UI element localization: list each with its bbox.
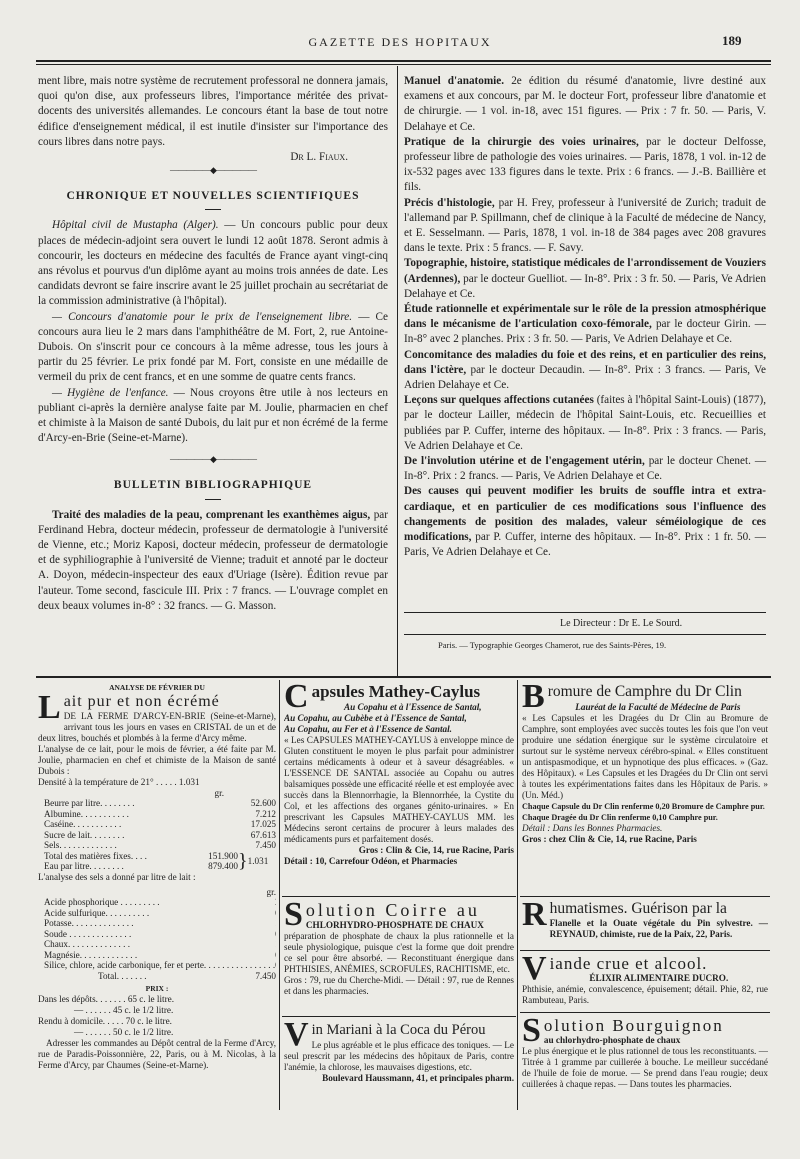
- row-value: [275, 960, 276, 971]
- book-text: (faites à l'hôpital Saint-Louis) (1877), par le docteur Lailler, médecin de l'hôpital Saint-Louis, etc. Recueillies et publiées par P. Cuffer, interne des hôpitaux. — In-8°. Prix : 3 francs. — Paris, Ve Adrien Delahaye et Ce.: [404, 394, 766, 452]
- table-row: [38, 851, 238, 862]
- table-row: [38, 798, 276, 809]
- ad-text: Flanelle et la Ouate végétale du Pin sylvestre. — REYNAUD, chimiste, rue de la Paix, 22, Paris.: [549, 918, 768, 939]
- row-label: Sels. . . . . . . . . . . . .: [44, 840, 117, 850]
- density-line: Densité à la température de 21° . . . . . 1.031: [38, 777, 200, 787]
- ad-text: Le plus agréable et le plus efficace des toniques. — Le seul prescrit par les médecins des hôpitaux de Paris, contre l'anémie, la chlorose, les mauvaises digestions, etc.: [284, 1040, 514, 1072]
- ad-gros: Gros : chez Clin & Cie, 14, rue Racine, Paris: [522, 834, 697, 844]
- book-entry: [404, 484, 766, 560]
- ad-subtitle: Lauréat de la Faculté de Médecine de Paris: [575, 702, 741, 712]
- row-value: 7.450: [255, 840, 276, 850]
- table-row: [38, 960, 276, 971]
- book-entry: [404, 302, 766, 348]
- row-value: [275, 908, 276, 919]
- column-divider: [397, 66, 398, 676]
- ad-mathey-caylus: [284, 682, 514, 890]
- ad-text: préparation de phosphate de chaux la plus rationnelle et la seule physiologique, puisque c'est la forme que doit prendre ce sel pour être absorbé. — Reconstituant énergique dans PHTHISIES, ANÉMIES, SCROFULES, RACHITISME, etc.: [284, 931, 514, 974]
- table-row: [38, 950, 276, 961]
- book-title: De l'involution utérine et de l'engagement utérin,: [404, 455, 645, 468]
- news-text: — Nous croyons être utile à nos lecteurs en publiant ci-après la dernière analyse faite par M. Joulie, pharmacien en chef et chimiste à la Maison de santé Dubois, du lait pur et non écrémé de la ferme d'Arcy-en-Brie (Seine-et-Marne).: [38, 386, 388, 445]
- table-row: [38, 929, 276, 940]
- ad-solution-coirre: [284, 900, 514, 1012]
- row-value: 879.400: [208, 861, 238, 871]
- book-entry: [404, 74, 766, 135]
- ad-title: olution Coirre au: [305, 900, 480, 920]
- book-title: Concomitance des maladies du foie et des reins, et en particulier des reins, dans l'ictère,: [404, 348, 766, 376]
- row-value: [275, 918, 276, 929]
- news-title: — Hygiène de l'enfance.: [52, 386, 169, 399]
- row-value: 151.900: [208, 850, 238, 861]
- book-entry: [404, 196, 766, 257]
- ad-text: « Les Capsules et les Dragées du Dr Clin au Bromure de Camphre, sont employées avec succès toutes les fois que l'on veut produire une sédation énergique sur le système circulatoire et surtout sur le système nerveux cérébro-spinal. « Elles constituent un antispasmodique, et un hypnotique des plus efficaces. » (Gaz. des Hôpitaux). « Les Capsules et les Dragées du Dr Clin ont servi à toutes les expérimentations faites dans les Hôpitaux de Paris. » (Un. Méd.): [522, 713, 768, 800]
- right-column: [404, 74, 766, 561]
- drop-cap: S: [522, 1016, 541, 1049]
- intro-paragraph: ment libre, mais notre système de recrutement professoral ne donnera jamais, quoi qu'on dise, aux professeurs libres, l'importance méritée des privat-docents des universités allemandes. Le concours étant la base de tout notre édifice d'enseignement médical, il est inutile d'insister sur l'importance des cours libres dans notre pays.: [38, 75, 388, 148]
- ad-subtitle: ÉLIXIR ALIMENTAIRE DUCRO.: [589, 973, 729, 983]
- ad-rhumatismes: [522, 900, 768, 948]
- ad-column-divider: [517, 680, 518, 1110]
- ads-top-rule: [36, 676, 771, 678]
- ad-lait: [38, 682, 276, 1122]
- totals-block: [38, 851, 276, 872]
- ad-text: Phthisie, anémie, convalescence, épuisement; détail. Phie, 82, rue Rambuteau, Paris.: [522, 984, 768, 1005]
- ad-rule: [282, 896, 516, 897]
- prix-heading: PRIX :: [145, 984, 169, 993]
- news-item: [38, 386, 388, 447]
- dose-line: Chaque Capsule du Dr Clin renferme 0,20 Bromure de Camphre pur.: [522, 802, 765, 811]
- drop-cap: L: [38, 689, 61, 726]
- news-item: [38, 218, 388, 309]
- book-text: par le docteur Decaudin. — In-8°. Prix : 3 francs. — Paris, Ve Adrien Delahaye et Ce.: [404, 363, 766, 392]
- ad-detail: Détail : 10, Carrefour Odéon, et Pharmacies: [284, 856, 458, 866]
- printer-rule: [404, 634, 766, 635]
- ad-subtitle: DE LA FERME D'ARCY-EN-BRIE (Seine-et-Marne), arrivant tous les jours en vases en CRISTAL de un et de deux litres, bouchés et plombés à la ferme d'Arcy même.: [38, 711, 276, 743]
- drop-cap: V: [284, 1020, 309, 1053]
- row-label: Chaux. . . . . . . . . . . . . .: [44, 939, 131, 949]
- ad-column-divider: [279, 680, 280, 1110]
- ad-bromure-camphre: [522, 682, 768, 894]
- book-entry: [404, 135, 766, 196]
- short-divider: [205, 209, 221, 210]
- row-value: 52.600: [250, 798, 276, 808]
- ad-subtitle: CHLORHYDRO-PHOSPHATE DE CHAUX: [305, 920, 484, 930]
- section-heading-bulletin: BULLETIN BIBLIOGRAPHIQUE: [113, 479, 313, 492]
- row-label: Silice, chlore, acide carbonique, fer et perte. . . . . . . . . . . . . . . .: [44, 960, 276, 970]
- ad-kicker: ANALYSE DE FÉVRIER DU: [109, 683, 205, 692]
- book-text: par le docteur Guelliot. — In-8°. Prix : 3 fr. 50. — Paris, Ve Adrien Delahaye et Ce.: [404, 272, 766, 300]
- ad-viande-crue: [522, 954, 768, 1010]
- row-value: 67.613: [250, 829, 276, 840]
- density-table: [38, 777, 276, 798]
- book-title: Étude rationnelle et expérimentale sur le rôle de la pression atmosphérique dans le mécanisme de l'articulation coxo-fémorale,: [404, 303, 766, 331]
- book-text: 2e édition du résumé d'anatomie, livre destiné aux examens et aux concours, par M. le docteur Fort, professeur libre d'anatomie et de chirurgie. — 1 vol. in-18, avec 151 figures. — Prix : 7 fr. 50. — Paris, V. Delahaye et Ce.: [404, 75, 766, 133]
- totals-table: [38, 851, 238, 872]
- book-text: par P. Cuffer, interne des hôpitaux. — In-8°. Prix : 1 fr. 50. — Paris, Ve Adrien Delahaye et Ce.: [404, 531, 766, 559]
- book-entry: [38, 508, 388, 614]
- book-entry: [404, 348, 766, 394]
- book-title: Manuel d'anatomie.: [404, 75, 505, 87]
- book-text: par Ferdinand Hebra, docteur médecin, professeur de dermatologie à l'université de Vienne, etc.; Moriz Kaposi, docteur médecin, professeur de dermatologie et de syphiliographie à l'université de Vienne; traduit et annoté par le docteur A. Doyon, médecin-inspecteur des eaux d'Uriage (Isère). Édition revue par l'auteur. Tome second, fascicule III. Prix : 7 francs. — L'ouvrage complet en deux beaux volumes in-8° : 32 francs. — G. Masson.: [38, 508, 388, 612]
- book-title: Traité des maladies de la peau, comprenant les exanthèmes aigus,: [52, 508, 371, 521]
- section-heading-chronique: CHRONIQUE ET NOUVELLES SCIENTIFIQUES: [66, 190, 360, 203]
- ad-title: olution Bourguignon: [543, 1016, 724, 1035]
- row-value: 17.025: [250, 819, 276, 829]
- ad-solution-bourguignon: [522, 1016, 768, 1120]
- book-text: par le docteur Chenet. — In-8°. Prix : 2 francs. — Paris, Ve Adrien Delahaye et Ce.: [404, 455, 767, 483]
- price-line: Dans les dépôts. . . . . . . 65 c. le litre.: [38, 994, 175, 1004]
- book-entry: [404, 393, 766, 454]
- ad-subtitle: au chlorhydro-phosphate de chaux: [543, 1035, 681, 1045]
- book-title: Pratique de la chirurgie des voies urinaires,: [404, 135, 639, 148]
- sels-heading: L'analyse des sels a donné par litre de lait :: [38, 871, 196, 882]
- table-row: [38, 819, 276, 830]
- director-signature: Le Directeur : Dr E. Le Sourd.: [560, 618, 683, 629]
- price-line: — . . . . . . 50 c. le 1/2 litre.: [74, 1027, 174, 1037]
- table-row: [38, 908, 276, 919]
- ad-subtitle: Au Copahu, au Fer et à l'Essence de Santal.: [284, 724, 452, 734]
- drop-cap: S: [284, 900, 303, 933]
- ad-subtitle: Au Copahu, au Cubèbe et à l'Essence de Santal,: [284, 713, 467, 723]
- unit-label: gr.: [266, 886, 276, 897]
- table-row: [38, 897, 276, 908]
- sels-table: [38, 897, 276, 971]
- drop-cap: C: [284, 682, 309, 715]
- table-row: [38, 918, 276, 929]
- book-text: par H. Frey, professeur à l'université de Zurich; traduit de l'allemand par P. Spillmann, chef de clinique à la Faculté de médecine de Nancy, et E. Sesselmann. — Paris, 1878, 1 vol. in-18 de 384 pages avec 208 gravures dans le texte. Prix : 5 francs. — F. Savy.: [404, 196, 766, 255]
- book-title: Topographie, histoire, statistique médicales de l'arrondissement de Vouziers (Ardennes),: [404, 257, 766, 285]
- ad-title: romure de Camphre du Dr Clin: [547, 683, 742, 700]
- drop-cap: V: [522, 954, 547, 987]
- ad-rule: [520, 1012, 770, 1013]
- total-value: 7.450: [255, 970, 276, 981]
- row-label: Acide sulfurique. . . . . . . . . .: [44, 907, 150, 918]
- ad-subtitle: Au Copahu et à l'Essence de Santal,: [343, 702, 482, 712]
- news-title: — Concours d'anatomie pour le prix de l'enseignement libre.: [52, 310, 353, 323]
- signature: Dr L. Fiaux.: [290, 151, 348, 164]
- row-label: Potasse. . . . . . . . . . . . . .: [44, 918, 134, 928]
- ad-vin-mariani: [284, 1020, 514, 1120]
- ad-text: L'analyse de ce lait, pour le mois de février, a été faite par M. Joulie, pharmacien en chef et chimiste de la Maison de santé Dubois :: [38, 744, 276, 776]
- unit-row: [38, 887, 276, 898]
- ad-title: apsules Mathey-Caylus: [311, 682, 481, 701]
- row-label: Caséine. . . . . . . . . . .: [44, 819, 122, 829]
- table-row: [38, 830, 276, 841]
- brace-value: 1.031: [247, 855, 269, 866]
- row-label: Albumine. . . . . . . . . . .: [44, 808, 129, 819]
- table-row: [38, 809, 276, 820]
- ad-detail: Détail : Dans les Bonnes Pharmacies.: [522, 823, 663, 833]
- printer-line: Paris. — Typographie Georges Chamerot, rue des Saints-Pères, 19.: [438, 640, 667, 650]
- row-value: [275, 939, 276, 950]
- news-text: — Ce concours aura lieu le 2 mars dans l'amphithéâtre de M. Fort, 2, rue Antoine-Dubois. On s'inscrit pour ce concours à la même adresse, tous les jours à partir du 25 février. Le prix fondé par M. Fort, consiste en une médaille de vermeil du prix de cent francs, et en une somme de quatre cents francs.: [38, 310, 388, 384]
- dose-line: Chaque Dragée du Dr Clin renferme 0,10 Camphre pur.: [522, 813, 718, 822]
- row-value: [275, 929, 276, 940]
- book-title: Leçons sur quelques affections cutanées: [404, 394, 594, 407]
- prix-list: [38, 994, 276, 1038]
- book-title: Précis d'histologie,: [404, 196, 495, 209]
- ornament-divider: —————◆—————: [170, 454, 256, 465]
- ad-footer: Adresser les commandes au Dépôt central de la Ferme d'Arcy, rue de Paradis-Poissonnière, 22, Paris, ou à M. Nicolas, à la Ferme d'Arcy, par Chaumes (Seine-et-Marne).: [38, 1038, 276, 1070]
- header-rule-thin: [36, 64, 771, 65]
- ad-text: « Les CAPSULES MATHEY-CAYLUS à enveloppe mince de Gluten constituent le moyen le plus parfait pour administrer certains médicaments à odeur et à saveur désagréables. « L'ESSENCE DE SANTAL associée au Copahu ou autres balsamiques possède une efficacité réelle et est employée avec succès dans la Blennorrhagie, la Blennorrhée, la Cystite du Col, et les affections des organes génito-urinaires. » En prescrivant les Capsules MATHEY-CAYLUS MM. les Médecins seront certains de procurer à leurs malades des médicaments purs et parfaitement dosés.: [284, 735, 514, 844]
- ad-title: humatismes. Guérison par la: [549, 900, 727, 917]
- news-text: — Un concours public pour deux places de médecin-adjoint sera ouvert le lundi 12 août 1878. Seront admis à concourir, les docteurs en médecine des facultés de France ayant vingt-cinq ans révolus et pourvus d'un diplôme ayant au moins trois années de date. Les candidats devront se faire inscrire avant le 25 juillet prochain au secrétariat de la commission administrative (à l'hôpital).: [38, 219, 388, 308]
- ad-text: Le plus énergique et le plus rationnel de tous les reconstituants. — Titrée à 1 gramme par cuillerée à bouche. Le meilleur succédané de l'huile de foie de morue. — Se prend dans l'eau rougie; deux cuillerées à chaque repas. — Dans toutes les pharmacies.: [522, 1046, 768, 1089]
- row-value: 7.212: [255, 808, 276, 819]
- news-title: Hôpital civil de Mustapha (Alger).: [52, 219, 219, 232]
- ad-title: ait pur et non écrémé: [63, 693, 220, 710]
- journal-title: GAZETTE DES HOPITAUX: [308, 35, 492, 49]
- row-label: Eau par litre. . . . . . . .: [44, 861, 124, 871]
- ad-rule: [520, 950, 770, 951]
- book-text: par le docteur Delfosse, professeur libre de pathologie des voies urinaires. — Paris, 1878, 1 vol. in-12 de ix-532 pages avec 133 figures dans le texte. Prix : 6 francs. — J.-B. Baillière et fils.: [404, 135, 766, 194]
- ad-gros: Gros : 79, rue du Cherche-Midi. — Détail : 97, rue de Rennes et dans les pharmacies.: [284, 975, 514, 996]
- ad-address: Boulevard Haussmann, 41, et principales pharm.: [322, 1073, 514, 1083]
- total-label: Total. . . . . . .: [98, 970, 147, 981]
- book-text: par le docteur Girin. — In-8° avec 2 planches. Prix : 3 fr. 50. — Paris, Ve Adrien Delahaye et Ce.: [404, 318, 766, 346]
- short-divider: [205, 499, 221, 500]
- row-value: [275, 897, 276, 908]
- ad-gros: Gros : Clin & Cie, 14, rue Racine, Paris: [358, 845, 514, 855]
- composition-table: [38, 798, 276, 851]
- unit-label: gr.: [214, 787, 224, 798]
- left-column: [38, 74, 388, 614]
- table-row: [38, 939, 276, 950]
- page-number: 189: [722, 33, 742, 48]
- ad-rule: [520, 896, 770, 897]
- row-value: [275, 950, 276, 961]
- row-label: Beurre par litre. . . . . . . .: [44, 798, 135, 808]
- row-label: Total des matières fixes. . . .: [44, 850, 147, 861]
- drop-cap: R: [522, 900, 547, 933]
- book-entry: [404, 454, 766, 484]
- row-label: Magnésie. . . . . . . . . . . . .: [44, 949, 138, 960]
- book-entry: [404, 256, 766, 302]
- price-line: — . . . . . . 45 c. le 1/2 litre.: [74, 1005, 174, 1015]
- director-rule: [404, 612, 766, 613]
- ad-rule: [282, 1016, 516, 1017]
- ad-title: iande crue et alcool.: [549, 954, 708, 973]
- drop-cap: B: [522, 682, 545, 715]
- row-label: Soude . . . . . . . . . . . . . .: [44, 928, 132, 939]
- ornament-divider: —————◆—————: [170, 165, 256, 176]
- table-row: [38, 840, 276, 851]
- price-line: Rendu à domicile. . . . . 70 c. le litre.: [38, 1016, 172, 1026]
- row-label: Acide phosphorique . . . . . . . . .: [44, 897, 160, 907]
- ad-title: in Mariani à la Coca du Pérou: [311, 1022, 486, 1038]
- row-label: Sucre de lait. . . . . . . .: [44, 829, 125, 840]
- news-item: [38, 310, 388, 386]
- header-rule: [36, 60, 771, 62]
- brace-icon: }: [238, 850, 248, 872]
- book-title: Des causes qui peuvent modifier les bruits de souffle intra et extra-cardiaque, et en particulier de ces modifications sous l'influence des changements de position des malades, valeur séméiologique de ces modifications,: [404, 485, 766, 544]
- sels-total: [38, 971, 276, 982]
- table-row: [38, 861, 238, 872]
